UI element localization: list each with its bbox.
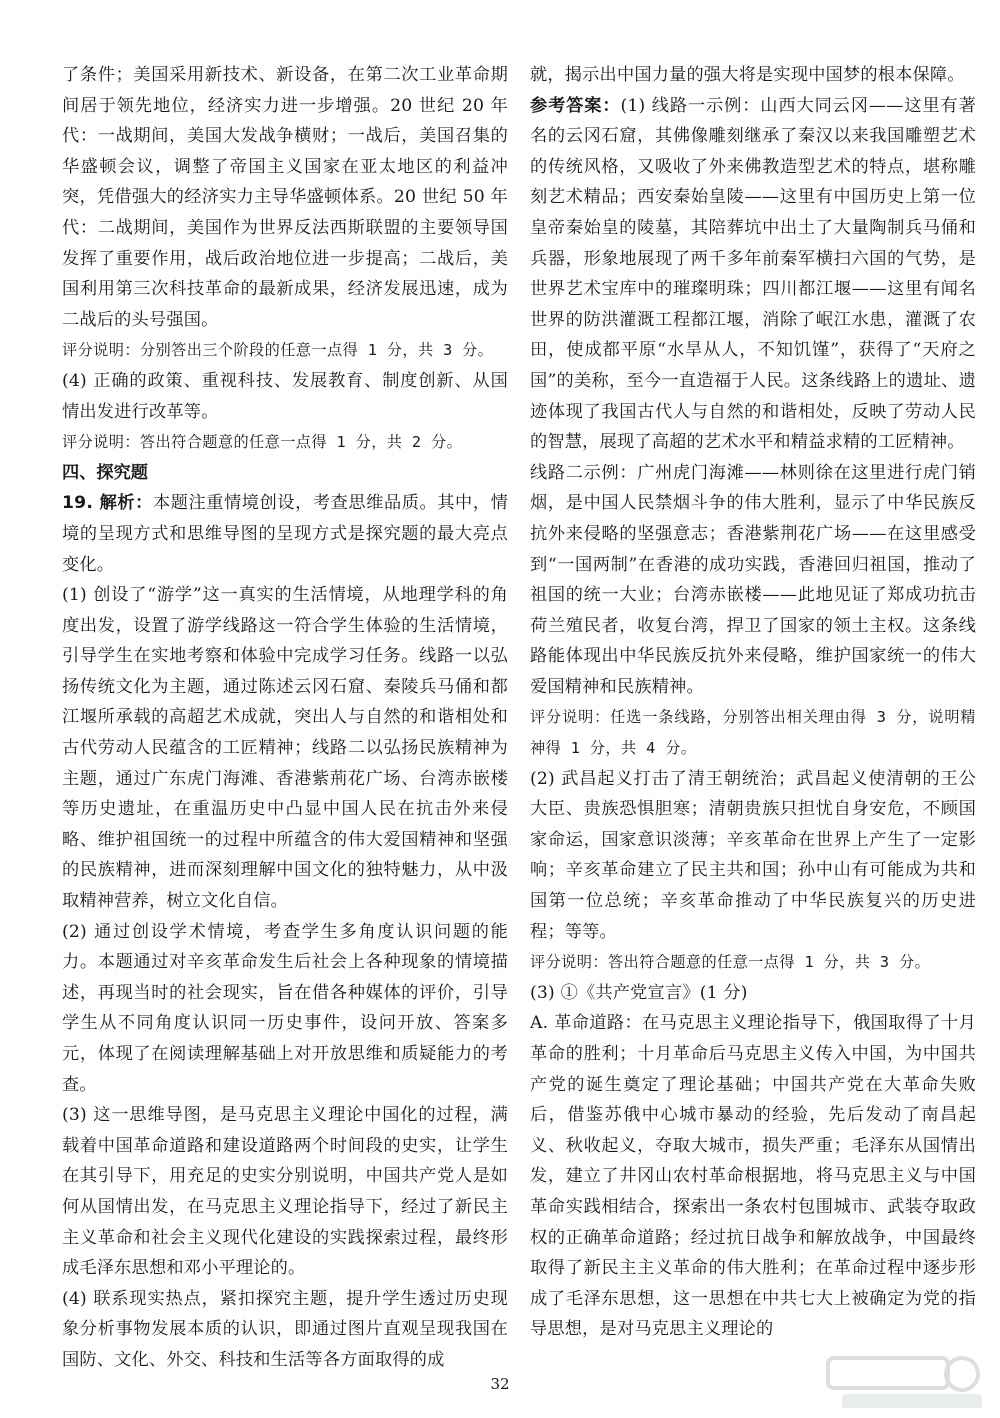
paragraph: (2) 武昌起义打击了清王朝统治；武昌起义使清朝的王公大臣、贵族恐惧胆寒；清朝贵族只担忧自身安危，不顾国家命运，国家意识淡薄；辛亥革命在世界上产生了一定影响；辛亥革命建立了民主共和国；孙中山有可能成为共和国第一位总统；辛亥革命推动了中华民族复兴的历史进程；等等。 bbox=[530, 768, 976, 942]
lead-text: (1) 线路一示例：山西大同云冈——这里有著名的云冈石窟，其佛像雕刻继承了秦汉以来我国雕塑艺术的传统风格，又吸收了外来佛教造型艺术的特点，堪称雕刻艺术精品；西安秦始皇陵——这里有中国历史上第一位皇帝秦始皇的陵墓，其陪葬坑中出土了大量陶制兵马俑和兵器，形象地展现了两千多年前秦军横扫六国的气势，是世界艺术宝库中的璀璨明珠；四川都江堰——这里有闻名世界的防洪灌溉工程都江堰，消除了岷江水患，灌溉了农田，使成都平原“水旱从人，不知饥馑”，获得了“天府之国”的美称，至今一直造福于人民。这条线路上的遗址、遗迹体现了我国古代人与自然的和谐相处，反映了劳动人民的智慧，展现了高超的艺术水平和精益求精的工匠精神。 bbox=[530, 95, 976, 453]
left-column bbox=[62, 60, 508, 1376]
scoring-note: 评分说明：答出符合题意的任意一点得 1 分，共 2 分。 bbox=[62, 433, 463, 452]
watermark-logo bbox=[822, 1352, 992, 1412]
scoring-note: 评分说明：答出符合题意的任意一点得 1 分，共 3 分。 bbox=[530, 953, 931, 972]
paragraph: 就，揭示出中国力量的强大将是实现中国梦的根本保障。 bbox=[530, 65, 965, 85]
lead-paragraph bbox=[530, 91, 976, 458]
lead-label: 参考答案： bbox=[530, 95, 621, 116]
scoring-note: 评分说明：分别答出三个阶段的任意一点得 1 分，共 3 分。 bbox=[62, 341, 494, 360]
lead-label: 19. 解析： bbox=[62, 493, 153, 514]
paragraph: 了条件；美国采用新技术、新设备，在第二次工业革命期间居于领先地位，经济实力进一步增强。20 世纪 20 年代：一战期间，美国大发战争横财；一战后，美国召集的华盛顿会议，调整了帝国主义国家在亚太地区的利益冲突，凭借强大的经济实力主导华盛顿体系。20 世纪 50 年代：二战期间，美国作为世界反法西斯联盟的主要领导国发挥了重要作用，战后政治地位进一步提高；二战后，美国利用第三次科技革命的最新成果，经济发展迅速，成为二战后的头号强国。 bbox=[62, 65, 508, 330]
lead-text: 本题注重情境创设，考查思维品质。其中，情境的呈现方式和思维导图的呈现方式是探究题的最大亮点变化。 bbox=[62, 493, 508, 575]
paragraph: (4) 正确的政策、重视科技、发展教育、制度创新、从国情出发进行改革等。 bbox=[62, 370, 508, 422]
paragraph: (2) 通过创设学术情境，考查学生多角度认识问题的能力。本题通过对辛亥革命发生后社会上各种现象的情境描述，再现当时的社会现实，旨在借各种媒体的评价，引导学生从不同角度认识同一历史事件，设问开放、答案多元，体现了在阅读理解基础上对开放思维和质疑能力的考查。 bbox=[62, 921, 508, 1095]
paragraph: 线路二示例：广州虎门海滩——林则徐在这里进行虎门销烟，是中国人民禁烟斗争的伟大胜利，显示了中华民族反抗外来侵略的坚强意志；香港紫荆花广场——在这里感受到“一国两制”在香港的成功实践，香港回归祖国，推动了祖国的统一大业；台湾赤嵌楼——此地见证了郑成功抗击荷兰殖民者，收复台湾，捍卫了国家的领土主权。这条线路能体现出中华民族反抗外来侵略，维护国家统一的伟大爱国精神和民族精神。 bbox=[530, 462, 976, 697]
paragraph: (1) 创设了“游学”这一真实的生活情境，从地理学科的角度出发，设置了游学线路这一符合学生体验的生活情境，引导学生在实地考察和体验中完成学习任务。线路一以弘扬传统文化为主题，通过陈述云冈石窟、秦陵兵马俑和都江堰所承载的高超艺术成就，突出人与自然的和谐相处和古代劳动人民蕴含的工匠精神；线路二以弘扬民族精神为主题，通过广东虎门海滩、香港紫荊花广场、台湾赤嵌楼等历史遗址，在重温历史中凸显中国人民在抗击外来侵略、维护祖国统一的过程中所蕴含的伟大爱国精神和坚强的民族精神，进而深刻理解中国文化的独特魅力，从中汲取精神营养，树立文化自信。 bbox=[62, 585, 508, 912]
paragraph: (4) 联系现实热点，紧扣探究主题，提升学生透过历史现象分析事物发展本质的认识，即通过图片直观呈现我国在国防、文化、外交、科技和生活等各方面取得的成 bbox=[62, 1288, 508, 1370]
paragraph: (3) ①《共产党宣言》(1 分) bbox=[530, 982, 748, 1003]
lead-paragraph bbox=[62, 488, 508, 580]
paragraph: (3) 这一思维导图，是马克思主义理论中国化的过程，满载着中国革命道路和建设道路两个时间段的史实，让学生在其引导下，用充足的史实分别说明，中国共产党人是如何从国情出发，在马克思主义理论指导下，经过了新民主主义革命和社会主义现代化建设的实践探索过程，最终形成毛泽东思想和邓小平理论的。 bbox=[62, 1105, 508, 1279]
page-number: 32 bbox=[490, 1375, 510, 1393]
scoring-note: 评分说明：任选一条线路，分别答出相关理由得 3 分，说明精神得 1 分，共 4 分。 bbox=[530, 708, 976, 758]
section-heading: 四、探究题 bbox=[62, 462, 148, 483]
paragraph: A. 革命道路：在马克思主义理论指导下，俄国取得了十月革命的胜利；十月革命后马克思主义传入中国，为中国共产党的诞生奠定了理论基础；中国共产党在大革命失败后，借鉴苏俄中心城市暴动的经验，先后发动了南昌起义、秋收起义，夺取大城市，损失严重；毛泽东从国情出发，建立了井冈山农村革命根据地，将马克思主义与中国革命实践相结合，探索出一条农村包围城市、武装夺取政权的正确革命道路；经过抗日战争和解放战争，中国最终取得了新民主主义革命的伟大胜利；在革命过程中逐步形成了毛泽东思想，这一思想在中共七大上被确定为党的指导思想，是对马克思主义理论的 bbox=[530, 1013, 976, 1340]
right-column bbox=[530, 60, 976, 1345]
